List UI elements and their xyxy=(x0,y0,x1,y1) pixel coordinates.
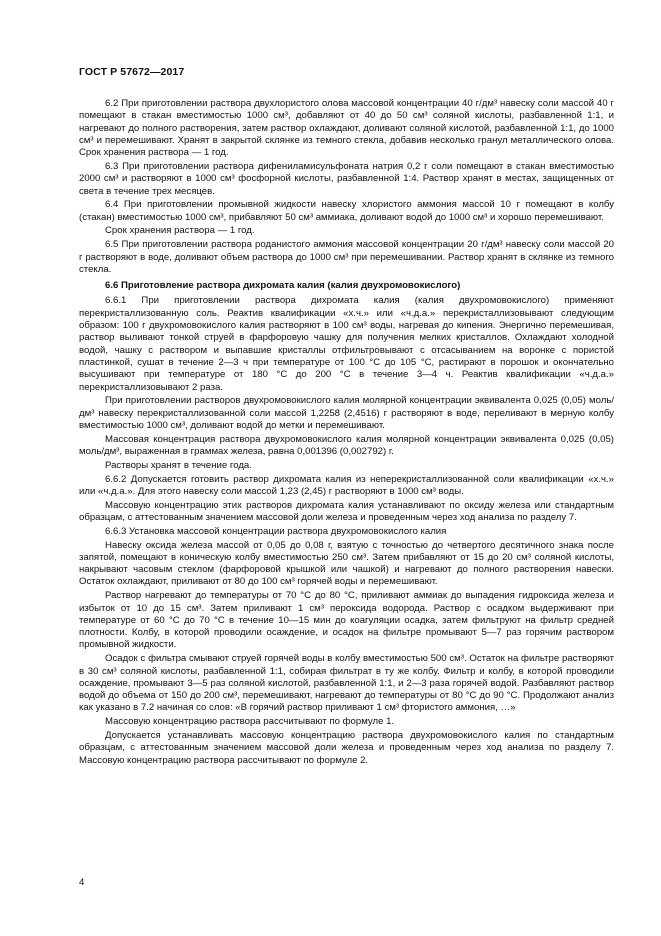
paragraph-6-3: 6.3 При приготовлении раствора дифениламисульфоната натрия 0,2 г соли помещают в стакан вместимостью 2000 см³ и растворяют в 1000 см³ фосфорной кислоты, разбавленной 1:4. Раствор хранят в местах, защищенных от света в течение трех месяцев. xyxy=(79,160,614,197)
paragraph-iron-oxide-sample: Навеску оксида железа массой от 0,05 до 0,08 г, взятую с точностью до четвертого десятичного знака после запятой, помещают в коническую колбу вместимостью 250 см³. Затем прибавляют от 15 до 20 см³ соляной кислоты, накрывают часовым стеклом (фарфоровой крышкой или чашкой) и нагревают до полного растворения навески. Остаток охлаждают, приливают от 80 до 100 см³ горячей воды и перемешивают. xyxy=(79,539,614,588)
paragraph-filter-wash: Осадок с фильтра смывают струей горячей воды в колбу вместимостью 500 см³. Остаток на фильтре растворяют в 30 см³ соляной кислоты, разбавленной 1:1, собирая фильтрат в ту же колбу. Фильтр и колбу, в которой проводили осаждение, промывают 3—5 раз соляной кислотой, разбавленной 1:1, и 2—3 раза горячей водой. Разбавляют раствор водой до объема от 150 до 200 см³, перемешивают, нагревают до температуры от 80 °С до 90 °С. Продолжают анализ как указано в 7.2 начиная со слов: «В горячий раствор приливают 1 см³ фтористого аммония, …» xyxy=(79,653,614,714)
paragraph-storage-year: Растворы хранят в течение года. xyxy=(105,459,252,471)
page-number: 4 xyxy=(79,877,85,888)
paragraph-mass-concentration: Массовая концентрация раствора двухромовокислого калия молярной концентрации эквивалента 0,025 (0,05) моль/дм³, выраженная в граммах железа, равна 0,001396 (0,002792) г. xyxy=(79,433,614,458)
paragraph-6-4-storage: Срок хранения раствора — 1 год. xyxy=(105,225,255,237)
paragraph-heating: Раствор нагревают до температуры от 70 °С до 80 °С, приливают аммиак до выпадения гидроксида железа и избыток от 10 до 15 см³. Затем приливают 1 см³ пероксида водорода. Раствор с осадком выдерживают при температуре от 60 °С до 70 °С в течение 10—15 мин до коагуляции осадка, затем фильтруют на фильтр средней плотности. Колбу, в которой проводили осаждение, и осадок на фильтре промывают 5—7 раз горячим раствором промывной жидкости. xyxy=(79,590,614,651)
paragraph-6-6-1: 6.6.1 При приготовлении раствора дихромата калия (калия двухромовокислого) применяют перекристаллизованную соль. Реактив квалификации «х.ч.» или «ч.д.а.» перекристаллизовывают следующим образом: 100 г двухромовокислого калия растворяют в 100 см³ воды, нагревая до кипения. Энергично перемешивая, раствор выливают тонкой струей в фарфоровую чашку для получения мелких кристаллов. Охлаждают холодной водой, чашку с раствором и выпавшие кристаллы отфильтровывают с отсасыванием на воронке с пористой пластинкой, сушат в течение 2—3 ч при температуре от 100 °С до 105 °С, растирают в порошок и окончательно высушивают при температуре от 180 °С до 200 °С в течение 3—4 ч. Реактив квалификации «ч.д.а.» перекристаллизовывают 2 раза. xyxy=(79,295,614,393)
document-header: ГОСТ Р 57672—2017 xyxy=(79,66,185,78)
paragraph-standard-samples: Массовую концентрацию этих растворов дихромата калия устанавливают по оксиду железа или стандартным образцам, с аттестованным значением массовой доли железа и проведенным через ход анализа по разделу 7. xyxy=(79,499,614,523)
paragraph-formula-1: Массовую концентрацию раствора рассчитывают по формуле 1. xyxy=(105,716,395,728)
paragraph-6-5: 6.5 При приготовлении раствора роданистого аммония массовой концентрации 20 г/дм³ навеску соли массой 20 г растворяют в воде, доливают объем раствора до 1000 см³ при перемешивании. Раствор хранят в склянке из темного стекла. xyxy=(79,239,614,275)
paragraph-6-4: 6.4 При приготовлении промывной жидкости навеску хлористого аммония массой 10 г помещают в колбу (стакан) вместимостью 1000 см³, прибавляют 50 см³ аммиака, доливают водой до 1000 см³ и хорошо перемешивают. xyxy=(79,199,614,223)
paragraph-formula-2: Допускается устанавливать массовую концентрацию раствора двухромовокислого калия по стандартным образцам, с аттестованным значением массовой доли железа и проведенным через ход анализа по разделу 7. Массовую концентрацию раствора рассчитывают по формуле 2. xyxy=(79,730,614,766)
paragraph-6-6-2: 6.6.2 Допускается готовить раствор дихромата калия из неперекристаллизованной соли квалификации «х.ч.» или «ч.д.а.». Для этого навеску соли массой 1,23 (2,45) г растворяют в 1000 см³ воды. xyxy=(79,473,614,497)
section-heading-6-6: 6.6 Приготовление раствора дихромата калия (калия двухромовокислого) xyxy=(105,280,461,292)
paragraph-6-6-3: 6.6.3 Установка массовой концентрации раствора двухромовокислого калия xyxy=(105,525,447,537)
paragraph-6-2: 6.2 При приготовлении раствора двухлористого олова массовой концентрации 40 г/дм³ навеску соли массой 40 г помещают в стакан вместимостью 1000 см³, добавляют от 40 до 50 см³ соляной кислоты, разбавленной 1:1, и нагревают до полного растворения, затем раствор охлаждают, доливают соляной кислотой, разбавленной 1:1, до 1000 см³ и перемешивают. Хранят в закрытой склянке из темного стекла, добавив несколько гранул металлического олова. Срок хранения раствора — 1 год. xyxy=(79,98,614,159)
paragraph-molar-solution: При приготовлении растворов двухромовокислого калия молярной концентрации эквивалента 0,025 (0,05) моль/дм³ навеску перекристаллизованной соли массой 1,2258 (2,4516) г растворяют в воде, переливают в мерную колбу вместимостью 1000 см³, доливают водой до метки и перемешивают. xyxy=(79,395,614,431)
document-body xyxy=(79,98,614,767)
